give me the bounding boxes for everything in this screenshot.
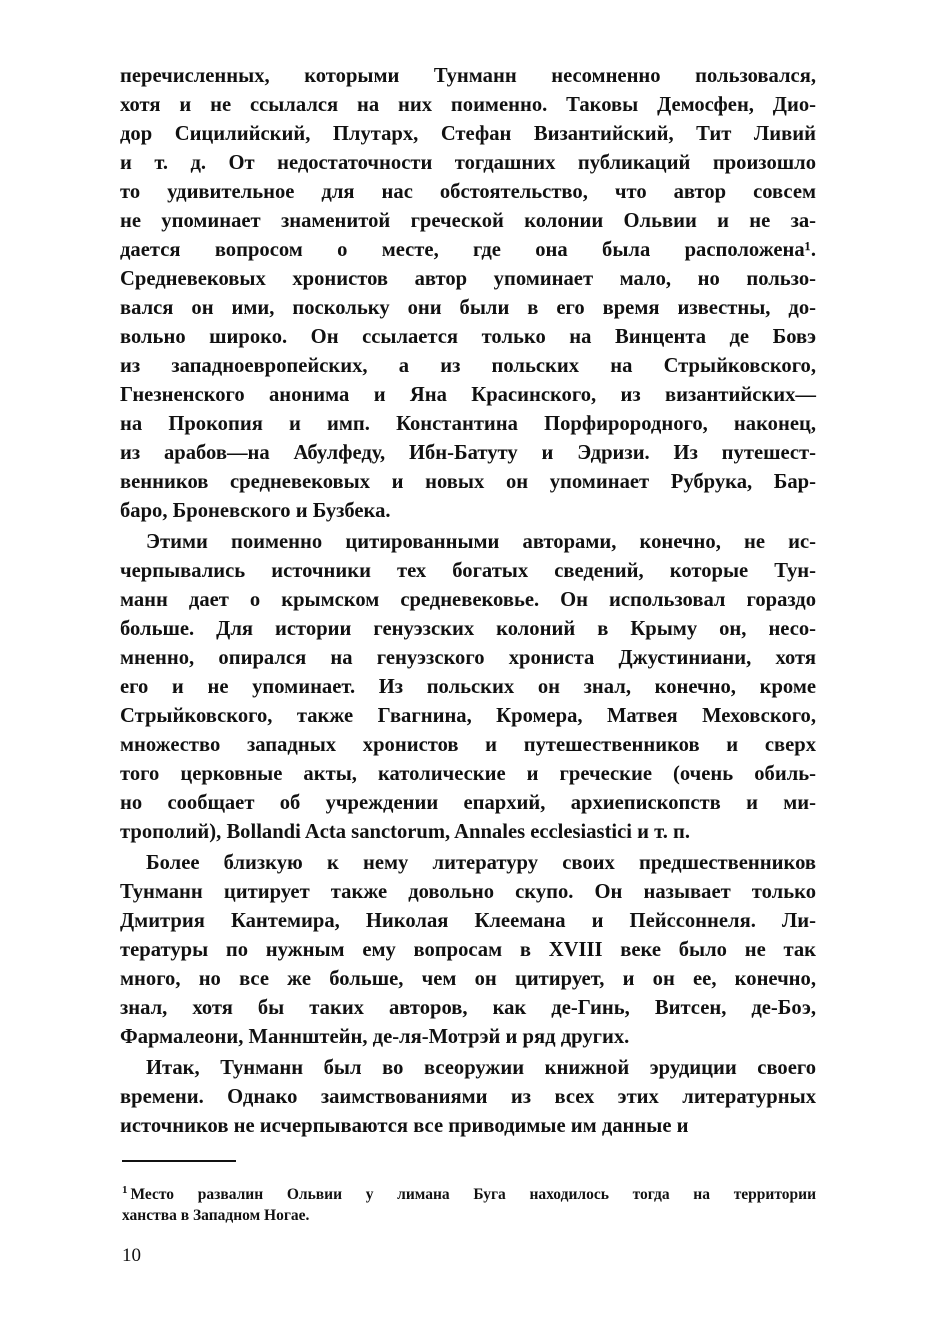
text-line: Средневековых хронистов автор упоминает мало, но пользо- [120,268,816,290]
text-line: но сообщает об учреждении епархий, архиепископств и ми- [120,792,816,814]
text-line: много, но все же больше, чем он цитирует, и он ее, конечно, [120,968,816,990]
paragraph [120,528,816,847]
text-line: Этими поименно цитированными авторами, конечно, не ис- [146,531,816,553]
paragraph [120,849,816,1052]
text-line: тературы по нужным ему вопросам в XVIII веке было не так [120,939,816,961]
text-line: Более близкую к нему литературу своих предшественников [146,852,816,874]
text-line: источников не исчерпываются все приводимые им данные и [120,1115,689,1137]
text-line: из арабов—на Абулфеду, Ибн-Батуту и Эдризи. Из путешест- [120,442,816,464]
text-line: перечисленных, которыми Тунманн несомненно пользовался, [120,65,816,87]
footnote-divider [122,1160,236,1162]
text-line: хотя и не ссылался на них поименно. Таковы Демосфен, Дио- [120,94,816,116]
text-line: Стрыйковского, также Гвагнина, Кромера, Матвея Меховского, [120,705,816,727]
text-line: его и не упоминает. Из польских он знал, конечно, кроме [120,676,816,698]
text-line: вольно широко. Он ссылается только на Винцента де Бовэ [120,326,816,348]
text-line: не упоминает знаменитой греческой колонии Ольвии и не за- [120,210,816,232]
text-line: больше. Для истории генуэзских колоний в Крыму он, несо- [120,618,816,640]
footnote-marker: 1 [122,1184,128,1196]
text-line: из западноевропейских, а из польских на Стрыйковского, [120,355,816,377]
text-line: манн дает о крымском средневековье. Он использовал гораздо [120,589,816,611]
footnote-text-1: Место развалин Ольвии у лимана Буга находилось тогда на территории [130,1186,816,1204]
text-line: черпывались источники тех богатых сведений, которые Тун- [120,560,816,582]
footnote [122,1178,816,1228]
footnote-line-1 [122,1178,816,1203]
text-line: баро, Броневского и Бузбека. [120,500,391,522]
text-line: вался он ими, поскольку они были в его время известны, до- [120,297,816,319]
text-line: Фармалеони, Маннштейн, де-ля-Мотрэй и ряд других. [120,1026,630,1048]
text-line: множество западных хронистов и путешественников и сверх [120,734,816,756]
text-line: дается вопросом о месте, где она была расположена¹. [120,239,816,261]
text-line: Итак, Тунманн был во всеоружии книжной эрудиции своего [146,1057,816,1079]
text-line: то удивительное для нас обстоятельство, что автор совсем [120,181,816,203]
text-line: Гнезненского анонима и Яна Красинского, из византийских— [120,384,816,406]
page-number: 10 [122,1245,141,1266]
text-line: Тунманн цитирует также довольно скупо. Он называет только [120,881,816,903]
text-line: венников средневековых и новых он упоминает Рубрука, Бар- [120,471,816,493]
footnote-line-2: ханства в Западном Ногае. [122,1207,310,1224]
main-text [120,62,816,1141]
text-line: мненно, опирался на генуэзского хрониста Джустиниани, хотя [120,647,816,669]
page-body [120,62,816,1141]
text-line: Дмитрия Кантемира, Николая Клеемана и Пейссоннеля. Ли- [120,910,816,932]
text-line: трополий), Bollandi Acta sanctorum, Annales ecclesiastici и т. п. [120,821,691,843]
paragraph [120,62,816,526]
text-line: на Прокопия и имп. Константина Порфирородного, наконец, [120,413,816,435]
text-line: знал, хотя бы таких авторов, как де-Гинь, Витсен, де-Боэ, [120,997,816,1019]
text-line: дор Сицилийский, Плутарх, Стефан Византийский, Тит Ливий [120,123,816,145]
text-line: времени. Однако заимствованиями из всех этих литературных [120,1086,816,1108]
paragraph [120,1054,816,1141]
text-line: того церковные акты, католические и греческие (очень обиль- [120,763,816,785]
text-line: и т. д. От недостаточности тогдашних публикаций произошло [120,152,816,174]
